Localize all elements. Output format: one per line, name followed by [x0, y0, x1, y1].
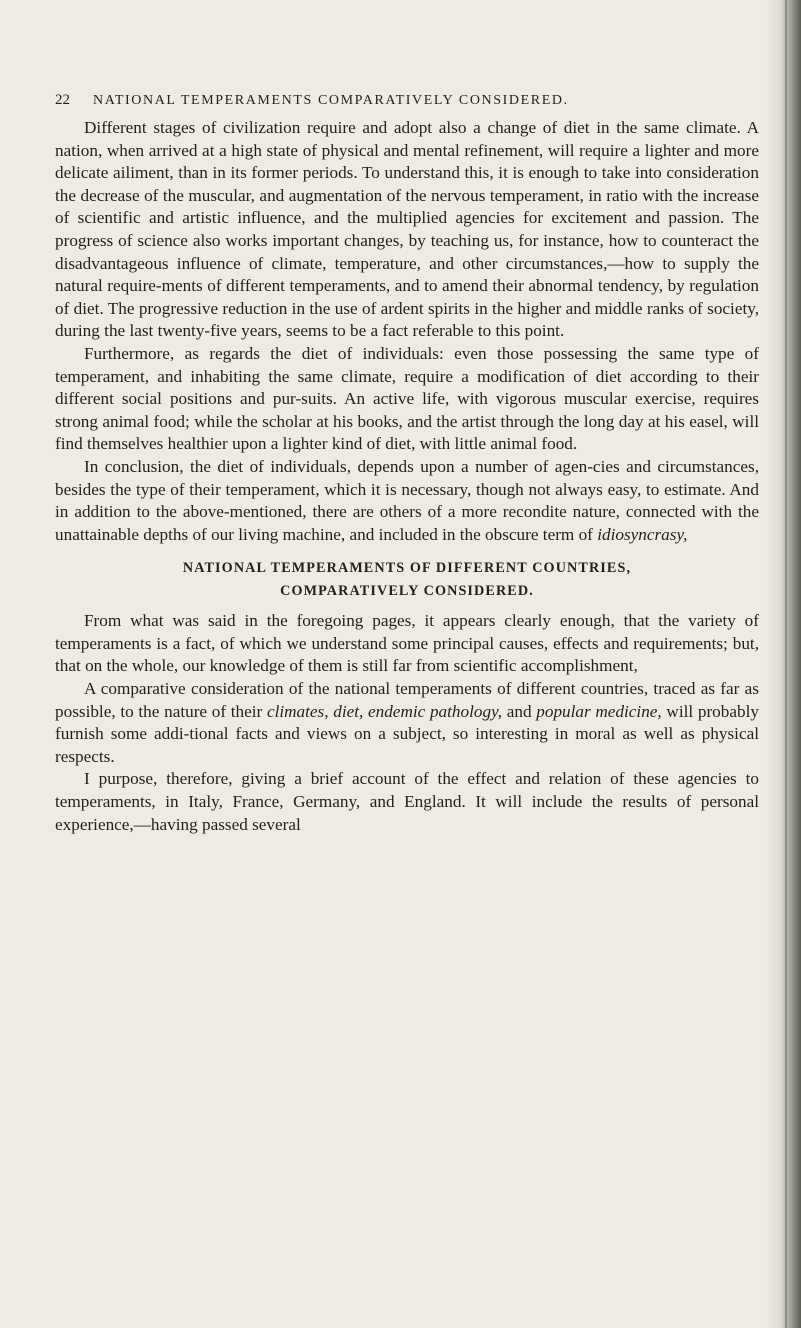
comparative-text-3: will probably furnish some addi-tional facts and views on a subject, so interesting in moral as well as physical respects.	[55, 701, 759, 766]
paragraph-conclusion	[55, 456, 759, 546]
page-header	[55, 92, 755, 116]
comparative-text-2: and	[502, 701, 537, 721]
comparative-text-1: A comparative consideration of the national temperaments of different countries, traced as far as possible, to the nature of their	[55, 679, 759, 721]
section-heading-line-1: NATIONAL TEMPERAMENTS OF DIFFERENT COUNTRIES,	[182, 560, 632, 577]
body-text	[55, 117, 759, 836]
climates-diet-pathology: climates, diet, endemic pathology,	[266, 701, 503, 721]
running-title: NATIONAL TEMPERAMENTS COMPARATIVELY CONSIDERED.	[93, 93, 569, 108]
paragraph-foregoing-pages: From what was said in the foregoing pages, it appears clearly enough, that the variety of temperaments is a fact, of which we understand some principal causes, effects and requirements; but, that on the whole, our knowledge of them is still far from scientific accomplishment,	[55, 611, 759, 676]
paragraph-purpose: I purpose, therefore, giving a brief account of the effect and relation of these agencies to temperaments, in Italy, France, Germany, and England. It will include the results of personal experience,—having passed several	[55, 769, 759, 834]
conclusion-text: In conclusion, the diet of individuals, depends upon a number of agen-cies and circumstances, besides the type of their temperament, which it is necessary, though not always easy, to estimate. And in addition to the above-mentioned, there are others of a more recondite nature, connected with the unattainable depths of our living machine, and included in the obscure term of	[55, 456, 759, 544]
section-heading	[55, 557, 759, 603]
popular-medicine: popular medicine,	[536, 701, 662, 721]
idiosyncrasy-term: idiosyncrasy,	[597, 524, 688, 544]
page-number: 22	[55, 92, 70, 108]
page-edge-shadow	[767, 0, 801, 1328]
paragraph-comparative-consideration	[55, 678, 759, 768]
page-edge-line	[785, 0, 787, 1328]
paragraph-civilization: Different stages of civilization require and adopt also a change of diet in the same climate. A nation, when arrived at a high state of physical and mental refinement, will require a lighter and more delicate ailiment, than in its former periods. To understand this, it is enough to take into consideration the decrease of the muscular, and augmentation of the nervous temperament, in ratio with the increase of scientific and artistic influence, and the multiplied agencies for excitement and passion. The progress of science also works important changes, by teaching us, for instance, how to counteract the disadvantageous influence of climate, temperature, and other circumstances,—how to supply the natural require-ments of different temperaments, and to amend their abnormal tendency, by regulation of diet. The progressive reduction in the use of ardent spirits in the higher and middle ranks of society, during the last twenty-five years, seems to be a fact referable to this point.	[55, 118, 759, 341]
section-heading-line-2: COMPARATIVELY CONSIDERED.	[280, 583, 534, 600]
paragraph-individual-diet: Furthermore, as regards the diet of individuals: even those possessing the same type of temperament, and inhabiting the same climate, require a modification of diet according to their different social positions and pur-suits. An active life, with vigorous muscular exercise, requires strong animal food; while the scholar at his books, and the artist through the long day at his easel, will find themselves healthier upon a lighter kind of diet, with little animal food.	[55, 343, 759, 454]
